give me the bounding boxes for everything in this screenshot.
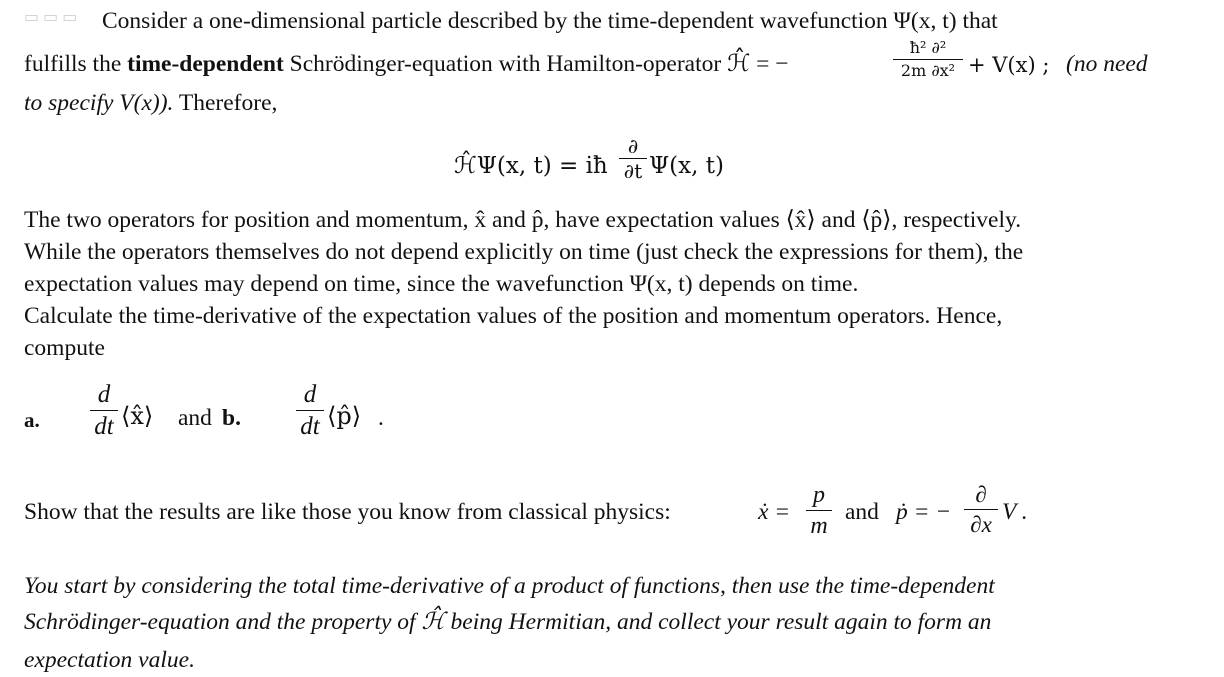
- momentum-expectation: ⟨p̂⟩: [327, 402, 362, 430]
- body-line-5: compute: [24, 335, 105, 361]
- hamiltonian-numerator: ħ² ∂²: [909, 38, 947, 57]
- body-line-2: While the operators themselves do not depend explicitly on time (just check the expressions for them), the: [24, 239, 1024, 265]
- hamiltonian-potential: + V(x) ;: [968, 53, 1050, 77]
- body-line-3: expectation values may depend on time, since the wavefunction Ψ(x, t) depends on time.: [24, 271, 859, 297]
- tdse-rhs: Ψ(x, t): [649, 153, 724, 179]
- tdse-derivative-num: ∂: [627, 134, 639, 158]
- part-b-label: b.: [222, 405, 241, 431]
- tdse-derivative-den: ∂t: [623, 159, 643, 183]
- intro-line-1: Consider a one-dimensional particle described by the time-dependent wavefunction Ψ(x, t) that: [102, 8, 998, 34]
- position-expectation: ⟨x̂⟩: [121, 402, 154, 430]
- p-over-m-num: p: [813, 482, 825, 508]
- intro-line-3: [24, 92, 277, 116]
- part-b-derivative: [296, 382, 324, 439]
- intro-line-2: [24, 53, 789, 77]
- hint-line-1: You start by considering the total time-derivative of a product of functions, then use the time-dependent: [24, 573, 995, 599]
- intro-line-3-rest: Therefore,: [173, 90, 278, 116]
- partial-x-derivative: [964, 483, 998, 536]
- intro-bold-term: time-dependent: [127, 51, 284, 77]
- part-b-d: d: [303, 381, 317, 408]
- p-over-m-den: m: [810, 513, 828, 539]
- hint-line-3: expectation value.: [24, 647, 195, 673]
- classical-and: and: [845, 499, 879, 525]
- part-a-dt: dt: [94, 413, 114, 440]
- part-and: and: [178, 405, 212, 431]
- p-over-m: [806, 483, 832, 538]
- part-period: .: [378, 405, 384, 431]
- part-a-label: a.: [24, 408, 40, 432]
- intro-line-3-italic: to specify V(x)).: [24, 90, 174, 116]
- tdse-lhs: ℋ̂Ψ(x, t) = iħ: [454, 153, 608, 179]
- tdse-derivative: [619, 136, 647, 181]
- hamiltonian-fraction: [893, 40, 963, 79]
- no-need-text: (no need: [1066, 51, 1148, 77]
- intro-line-2-mid: Schrödinger-equation with Hamilton-operator ℋ̂ = −: [283, 51, 789, 77]
- part-a-derivative: [90, 382, 118, 439]
- potential-V: V .: [1002, 499, 1028, 525]
- partial-x-den: ∂x: [970, 512, 992, 537]
- hamiltonian-denominator: 2m ∂x²: [900, 61, 956, 80]
- part-a-d: d: [97, 381, 111, 408]
- pdot-lhs: ṗ = −: [896, 499, 952, 525]
- classical-intro: Show that the results are like those you know from classical physics:: [24, 499, 671, 525]
- xdot-lhs: ẋ =: [758, 499, 791, 525]
- body-line-1: The two operators for position and momentum, x̂ and p̂, have expectation values ⟨x̂⟩ and ⟨p̂⟩, respectively.: [24, 207, 1022, 233]
- body-line-4: Calculate the time-derivative of the expectation values of the position and momentum operators. Hence,: [24, 303, 1003, 329]
- intro-line-2-pre: fulfills the: [24, 51, 128, 77]
- scan-artifact: ▭ ▭ ▭: [24, 9, 78, 26]
- partial-x-num: ∂: [975, 482, 987, 507]
- hint-line-2: Schrödinger-equation and the property of ℋ̂ being Hermitian, and collect your result again to form an: [24, 609, 992, 635]
- part-b-dt: dt: [300, 413, 320, 440]
